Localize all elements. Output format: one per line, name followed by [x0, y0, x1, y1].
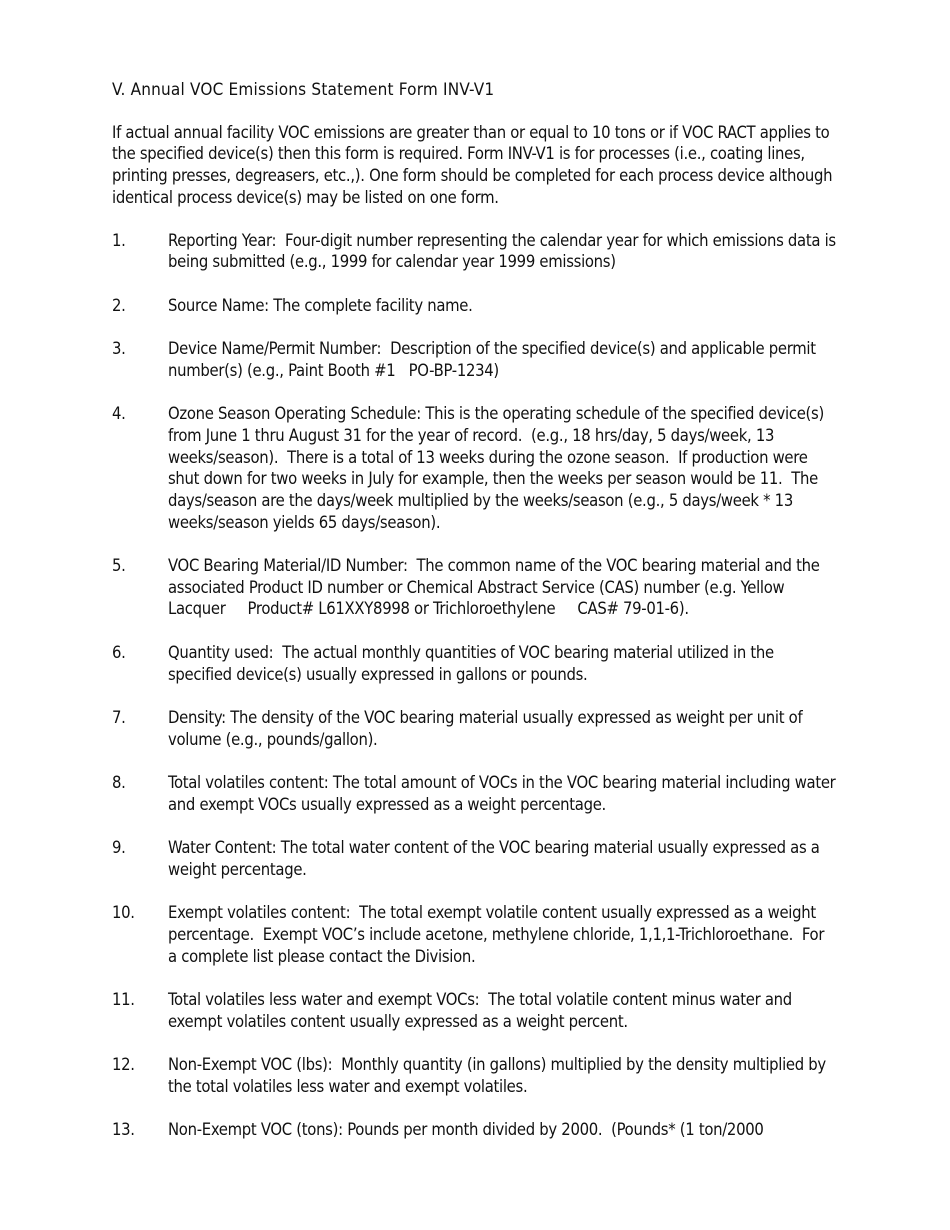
intro-paragraph: If actual annual facility VOC emissions are greater than or equal to 10 tons or if VOC RACT applies to the specified device(s) then this form is required. Form INV-V1 is for processes (i.e., coating lines, printing presses, degreasers, etc.,). One form should be completed for each process device although identical process device(s) may be listed on one form. [112, 122, 833, 207]
section-heading: V. Annual VOC Emissions Statement Form INV-V1 [112, 80, 495, 100]
item-text: Non-Exempt VOC (lbs): Monthly quantity (in gallons) multiplied by the density multiplied by the total volatiles less water and exempt volatiles. [168, 1055, 831, 1096]
list-item [112, 642, 837, 685]
item-number: 5. [112, 556, 126, 575]
item-number: 6. [112, 642, 126, 662]
list-item [112, 1054, 837, 1097]
item-number: 13. [112, 1120, 135, 1140]
instruction-list [112, 230, 841, 1141]
item-text: Exempt volatiles content: The total exempt volatile content usually expressed as a weight percentage. Exempt VOC’s include acetone, methylene chloride, 1,1,1-Trichloroethane. For a complete list please contact the Division. [168, 903, 829, 966]
item-number: 9. [112, 838, 126, 858]
document-page [112, 80, 841, 1163]
item-number: 11. [112, 989, 135, 1009]
item-number: 8. [112, 772, 126, 792]
list-item [112, 837, 837, 880]
list-item [112, 772, 840, 815]
item-text: Total volatiles content: The total amount of VOCs in the VOC bearing material including water and exempt VOCs usually expressed as a weight percentage. [168, 772, 840, 814]
list-item [112, 1119, 837, 1141]
item-number: 7. [112, 707, 126, 727]
item-text: Quantity used: The actual monthly quantities of VOC bearing material utilized in the specified device(s) usually expressed in gallons or pounds. [168, 642, 779, 684]
list-item [112, 707, 837, 750]
item-text: Water Content: The total water content of the VOC bearing material usually expressed as a weight percentage. [168, 838, 825, 879]
item-text: Ozone Season Operating Schedule: This is the operating schedule of the specified device(s) from June 1 thru August 31 for the year of record. (e.g., 18 hrs/day, 5 days/week, 13 weeks/season). There is a total of 13 weeks during the ozone season. If production were shut down for two weeks in July for example, then the weeks per season would be 11. The days/season are the days/week multiplied by the weeks/season (e.g., 5 days/week * 13 weeks/season yields 65 days/season). [168, 404, 829, 532]
list-item [112, 555, 837, 620]
item-text: Source Name: The complete facility name. [168, 295, 473, 315]
item-text: VOC Bearing Material/ID Number: The common name of the VOC bearing material and the associated Product ID number or Chemical Abstract Service (CAS) number (e.g. Yellow Lacquer Product# L61XXY8998 or Trichloroethylene CAS# 79-01-6). [168, 556, 824, 619]
item-number: 12. [112, 1055, 135, 1075]
item-number: 4. [112, 404, 126, 424]
item-number: 1. [112, 230, 126, 250]
item-number: 2. [112, 295, 126, 315]
list-item [112, 989, 837, 1032]
list-item [112, 338, 837, 381]
list-item [112, 902, 837, 967]
item-number: 3. [112, 339, 126, 358]
item-text: Non-Exempt VOC (tons): Pounds per month divided by 2000. (Pounds* (1 ton/2000 [168, 1120, 764, 1140]
item-text: Reporting Year: Four-digit number representing the calendar year for which emissions data is being submitted (e.g., 1999 for calendar year 1999 emissions) [168, 230, 841, 272]
item-text: Total volatiles less water and exempt VOCs: The total volatile content minus water and exempt volatiles content usually expressed as a weight percent. [168, 989, 797, 1031]
item-text: Density: The density of the VOC bearing material usually expressed as weight per unit of volume (e.g., pounds/gallon). [168, 707, 807, 749]
list-item [112, 295, 837, 317]
item-text: Device Name/Permit Number: Description of the specified device(s) and applicable permit number(s) (e.g., Paint Booth #1 PO-BP-1234) [168, 339, 821, 380]
list-item [112, 230, 841, 273]
list-item [112, 403, 837, 533]
item-number: 10. [112, 903, 135, 923]
